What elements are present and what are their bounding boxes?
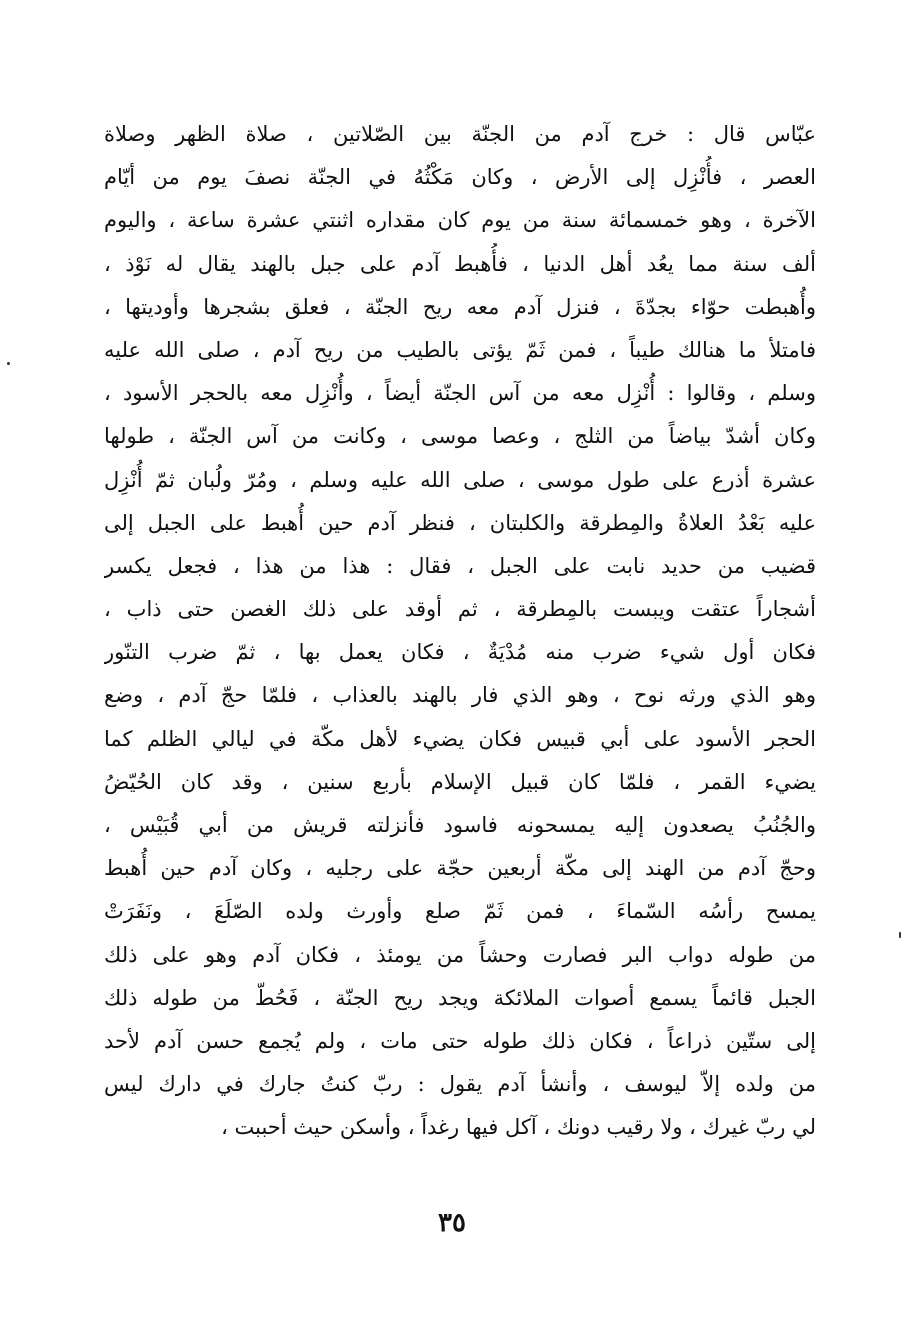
text-line: وهو الذي ورثه نوح ، وهو الذي فار بالهند بالعذاب ، فلمّا حجّ آدم ، وضع [104,683,816,708]
text-line: وسلم ، وقالوا : أُنْزِل معه من آس الجنّة أيضاً ، وأُنْزِل معه بالحجر الأسود ، [104,381,816,406]
text-line: الجبل قائماً يسمع أصوات الملائكة ويجد ريح الجنّة ، فَحُطّ من طوله ذلك [104,985,816,1010]
text-line: يضيء القمر ، فلمّا كان قبيل الإسلام بأربع سنين ، وقد كان الحُيّضُ [104,769,816,794]
text-line: يمسح رأسُه السّماءَ ، فمن ثَمّ صلع وأورث ولده الصّلَعَ ، ونَفَرَتْ [104,899,816,924]
text-line: من ولده إلاّ ليوسف ، وأنشأ آدم يقول : ربّ كنتُ جارك في دارك ليس [104,1072,816,1097]
scan-speck [899,932,901,938]
text-line: قضيب من حديد نابت على الجبل ، فقال : هذا من هذا ، فجعل يكسر [104,553,816,578]
text-line: ألف سنة مما يعُد أهل الدنيا ، فأُهبط آدم على جبل بالهند يقال له نَوْذ ، [104,251,816,276]
text-line: فكان أول شيء ضرب منه مُدْيَةٌ ، فكان يعمل بها ، ثمّ ضرب التنّور [104,640,816,665]
text-line: من طوله دواب البر فصارت وحشاً من يومئذ ، فكان آدم وهو على ذلك [104,942,816,967]
text-line: لي ربّ غيرك ، ولا رقيب دونك ، آكل فيها رغداً ، وأسكن حيث أحببت ، [221,1115,816,1140]
text-line: العصر ، فأُنْزِل إلى الأرض ، وكان مَكْثُهُ في الجنّة نصفَ يوم من أيّام [104,165,816,190]
scan-speck [7,362,10,365]
text-line: وأُهبطت حوّاء بجدّةَ ، فنزل آدم معه ريح الجنّة ، فعلق بشجرها وأوديتها ، [104,294,816,319]
text-line: الحجر الأسود على أبي قبيس فكان يضيء لأهل مكّة في ليالي الظلم كما [104,726,816,751]
text-line: عشرة أذرع على طول موسى ، صلى الله عليه وسلم ، ومُرّ ولُبان ثمّ أُنْزِل [104,467,816,492]
text-line: عبّاس قال : خرج آدم من الجنّة بين الصّلاتين ، صلاة الظهر وصلاة [104,122,816,146]
text-line: والجُنُبُ يصعدون إليه يمسحونه فاسود فأنزلته قريش من أبي قُبَيْس ، [104,813,816,837]
page-number: ٣٥ [438,1208,466,1238]
text-line: الآخرة ، وهو خمسمائة سنة من يوم كان مقداره اثنتي عشرة ساعة ، واليوم [104,208,816,233]
text-line: أشجاراً عتقت ويبست بالمِطرقة ، ثم أوقد على ذلك الغصن حتى ذاب ، [104,597,816,622]
text-line: عليه بَعْدُ العلاةُ والمِطرقة والكلبتان ، فنظر آدم حين أُهبط على الجبل إلى [104,510,816,535]
text-line: فامتلأ ما هنالك طيباً ، فمن ثَمّ يؤتى بالطيب من ريح آدم ، صلى الله عليه [104,337,816,362]
text-line: وكان أشدّ بياضاً من الثلج ، وعصا موسى ، وكانت من آس الجنّة ، طولها [104,424,816,449]
body-text [104,113,816,1150]
text-line: وحجّ آدم من الهند إلى مكّة أربعين حجّة على رجليه ، وكان آدم حين أُهبط [104,856,816,881]
text-line: إلى ستّين ذراعاً ، فكان ذلك طوله حتى مات ، ولم يُجمع حسن آدم لأحد [104,1028,816,1053]
